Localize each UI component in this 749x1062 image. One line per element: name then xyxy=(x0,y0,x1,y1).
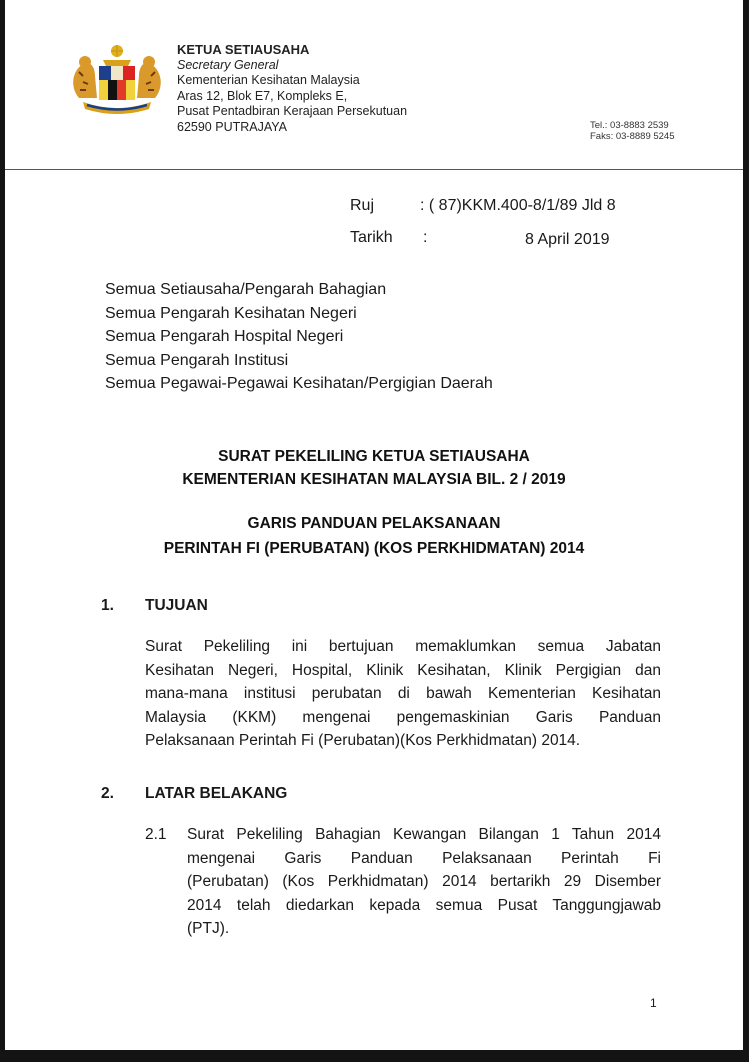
address-line: Kementerian Kesihatan Malaysia xyxy=(177,73,360,87)
section-number: 1. xyxy=(101,597,114,614)
paragraph-line: mana-mana institusi perubatan di bawah Kementerian Kesihatan xyxy=(145,685,661,702)
recipient-item: Semua Pengarah Kesihatan Negeri xyxy=(105,304,357,322)
reference-value: : ( 87)KKM.400-8/1/89 Jld 8 xyxy=(420,197,616,214)
header-divider xyxy=(5,169,743,170)
sender-title: KETUA SETIAUSAHA xyxy=(177,42,310,57)
section-1-paragraph xyxy=(145,635,661,753)
paragraph-line: Kesihatan Negeri, Hospital, Klinik Kesihatan, Klinik Pergigian dan xyxy=(145,661,661,679)
reference-label: Ruj xyxy=(350,197,375,214)
section-2-paragraph xyxy=(187,823,661,941)
paragraph-line: Pelaksanaan Perintah Fi (Perubatan)(Kos Perkhidmatan) 2014. xyxy=(145,732,581,749)
subject-title-line: GARIS PANDUAN PELAKSANAAN xyxy=(247,515,501,532)
recipient-list xyxy=(105,278,493,396)
circular-title-line: KEMENTERIAN KESIHATAN MALAYSIA BIL. 2 / 2019 xyxy=(182,471,566,488)
telephone-number: Tel.: 03-8883 2539 xyxy=(590,120,669,131)
date-colon: : xyxy=(423,229,428,246)
recipient-item: Semua Pengarah Hospital Negeri xyxy=(105,328,344,345)
paragraph-line: (PTJ). xyxy=(187,920,230,937)
document-page xyxy=(5,0,743,1050)
page-number: 1 xyxy=(650,996,657,1010)
section-heading: LATAR BELAKANG xyxy=(145,785,288,802)
sender-subtitle: Secretary General xyxy=(177,57,279,72)
subsection-number: 2.1 xyxy=(145,826,167,843)
date-value: 8 April 2019 xyxy=(525,231,610,248)
paragraph-line: Malaysia (KKM) mengenai pengemaskinian Garis Panduan xyxy=(145,708,661,726)
coat-of-arms-logo xyxy=(65,42,169,116)
section-number: 2. xyxy=(101,785,114,802)
paragraph-line: 2014 telah diedarkan kepada semua Pusat Tanggungjawab xyxy=(187,896,661,914)
address-line: 62590 PUTRAJAYA xyxy=(177,119,288,134)
date-label: Tarikh xyxy=(350,229,393,246)
contact-block xyxy=(590,120,675,142)
paragraph-line: Surat Pekeliling ini bertujuan memaklumkan semua Jabatan xyxy=(145,638,661,655)
paragraph-line: mengenai Garis Panduan Pelaksanaan Perintah Fi xyxy=(187,849,661,867)
subject-title-line: PERINTAH FI (PERUBATAN) (KOS PERKHIDMATAN) 2014 xyxy=(163,540,585,557)
sender-block xyxy=(177,42,407,135)
circular-title-line: SURAT PEKELILING KETUA SETIAUSAHA xyxy=(218,448,530,465)
fax-number: Faks: 03-8889 5245 xyxy=(590,131,675,142)
address-line: Aras 12, Blok E7, Kompleks E, xyxy=(177,88,348,103)
paragraph-line: (Perubatan) (Kos Perkhidmatan) 2014 bertarikh 29 Disember xyxy=(187,873,661,890)
paragraph-line: Surat Pekeliling Bahagian Kewangan Bilangan 1 Tahun 2014 xyxy=(187,826,661,843)
recipient-item: Semua Setiausaha/Pengarah Bahagian xyxy=(105,281,387,298)
recipient-item: Semua Pegawai-Pegawai Kesihatan/Pergigian Daerah xyxy=(105,375,493,392)
address-line: Pusat Pentadbiran Kerajaan Persekutuan xyxy=(177,104,408,118)
section-heading: TUJUAN xyxy=(145,597,208,614)
recipient-item: Semua Pengarah Institusi xyxy=(105,351,289,369)
